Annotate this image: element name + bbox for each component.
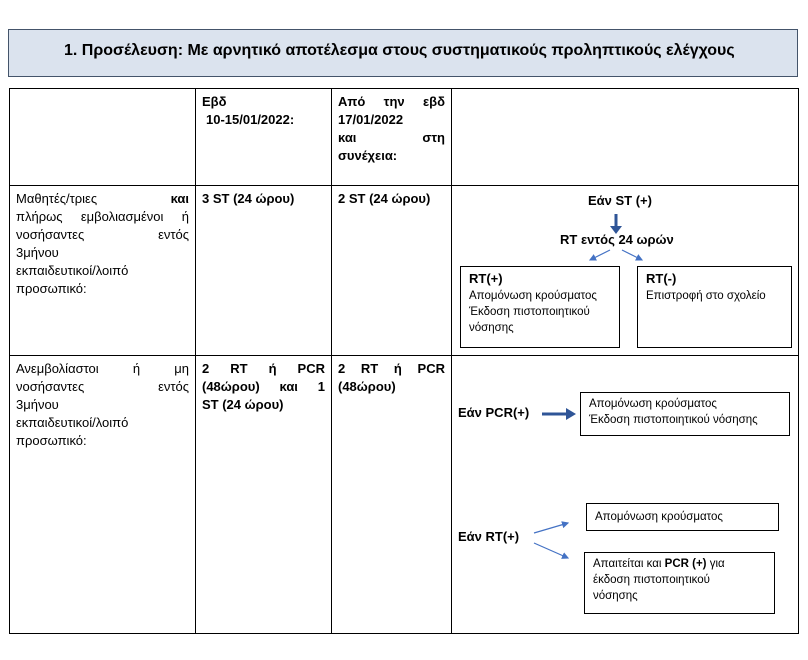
header-week2-cell [332,89,452,186]
header-week2-line2: 17/01/2022 [338,112,404,127]
rt-isolation-box [586,503,779,531]
section-heading: 1. Προσέλευση: Με αρνητικό αποτέλεσμα στους συστηματικούς προληπτικούς ελέγχους [64,42,735,59]
header-week2-line1: Από την εβδ [338,94,445,109]
header-week1-cell [196,89,332,186]
rt-negative-box [637,266,792,348]
table-row-unvaccinated [10,356,799,634]
rt-arrow-up-icon [534,523,568,533]
row1-flow-cell [452,186,799,356]
rt-positive-line2: Έκδοση πιστοποιητικού [469,306,590,318]
rt-positive-title: RT(+) [469,271,503,286]
row2-week2-line2: (48ώρου) [338,379,396,394]
row1-group-line2: πλήρως εμβολιασμένοι ή [16,209,189,224]
rt-isolation-text: Απομόνωση κρούσματος [595,511,723,523]
header-flow-cell [452,89,799,186]
if-pcr-positive: Εάν PCR(+) [458,405,530,420]
rt-within-24h: RT εντός 24 ωρών [560,232,674,247]
rt-positive-line1: Απομόνωση κρούσματος [469,290,597,302]
row2-group-line5: προσωπικό: [16,433,87,448]
row2-group-line1: Ανεμβολίαστοι ή μη [16,361,189,376]
row1-group-line3: νοσήσαντες εντός [16,227,189,242]
header-week2-line4: συνέχεια: [338,148,398,163]
rt-pcr-required-box [584,552,775,614]
row1-week1-cell [196,186,332,356]
row2-week2-cell [332,356,452,634]
rt-negative-title: RT(-) [646,271,677,286]
header-week1-line1: Εβδ [202,94,227,109]
arrow-left-icon [590,250,610,260]
row2-flow-cell [452,356,799,634]
if-rt-positive: Εάν RT(+) [458,529,520,544]
row1-group-line4: 3μήνου [16,245,59,260]
header-week1-line2: 10-15/01/2022: [206,112,295,127]
row1-group-line5: εκπαιδευτικοί/λοιπό [16,263,129,278]
row2-week1-line2: (48ώρου) και 1 [202,379,325,394]
rt-arrow-down-icon [534,543,568,558]
rt-pcr-required-line3: νόσησης [593,590,638,602]
row1-group-cell [10,186,196,356]
row2-group-line2: νοσήσαντες εντός [16,379,189,394]
row2-group-line4: εκπαιδευτικοί/λοιπό [16,415,129,430]
section-heading-box [8,29,798,77]
rt-negative-line1: Επιστροφή στο σχολείο [646,290,766,302]
header-empty-cell [10,89,196,186]
row2-week1-line3: ST (24 ώρου) [202,397,284,412]
row2-week1-cell [196,356,332,634]
row1-week1-text: 3 ST (24 ώρου) [202,191,295,206]
header-week2-line3: και στη [338,130,445,145]
table-header-row [10,89,799,186]
pcr-result-box [580,392,790,436]
row2-week1-line1: 2 RT ή PCR [202,361,325,376]
row2-group-cell [10,356,196,634]
rt-pcr-required-line1: Απαιτείται και PCR (+) για [593,558,725,570]
rt-pcr-required-line2: έκδοση πιστοποιητικού [593,574,710,586]
pcr-arrowhead-icon [566,408,576,420]
pcr-result-line2: Έκδοση πιστοποιητικού νόσησης [589,414,758,426]
arrow-right-icon [622,250,642,260]
if-st-positive: Εάν ST (+) [588,193,652,208]
row2-week2-line1: 2 RT ή PCR [338,361,445,376]
table-row-vaccinated [10,186,799,356]
row1-week2-text: 2 ST (24 ώρου) [338,191,431,206]
pcr-result-line1: Απομόνωση κρούσματος [589,398,717,410]
protocol-table [9,88,799,634]
row1-group-line6: προσωπικό: [16,281,87,296]
rt-positive-line3: νόσησης [469,322,514,334]
row2-group-line3: 3μήνου [16,397,59,412]
rt-positive-box [460,266,620,348]
row1-week2-cell [332,186,452,356]
row1-group-line1: Μαθητές/τριες και [16,191,189,206]
